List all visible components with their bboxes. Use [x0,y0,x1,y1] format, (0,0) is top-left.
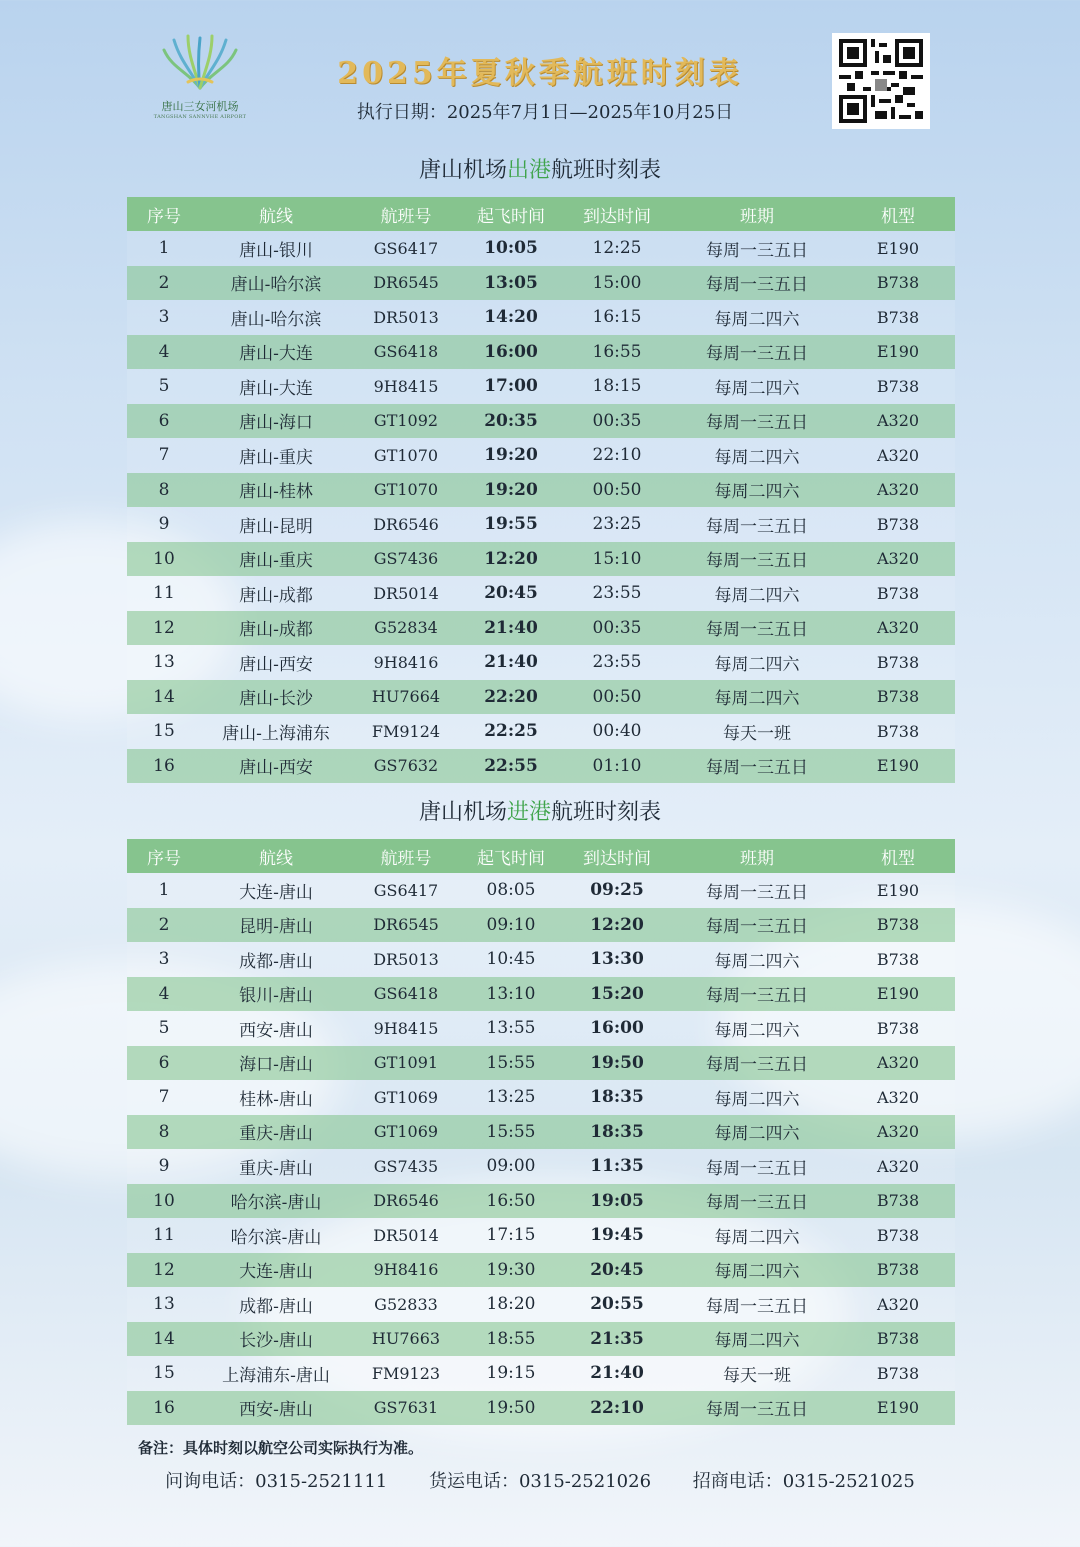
cell-route: 重庆-唐山 [201,1115,351,1150]
cell-arr: 00:35 [561,611,673,646]
cell-dep: 10:45 [461,942,561,977]
cell-aircraft: B738 [841,1322,955,1357]
cell-dep: 22:55 [461,749,561,784]
cell-arr: 18:15 [561,369,673,404]
cell-days: 每周二四六 [673,473,841,508]
logo-english-name: TANGSHAN SANNVHE AIRPORT [153,114,247,120]
cargo-phone: 货运电话：0315-2521026 [428,1471,652,1492]
cell-seq: 12 [127,1253,201,1288]
table-row [127,942,955,977]
cell-aircraft: E190 [841,231,955,266]
column-header: 起飞时间 [461,197,561,231]
cell-aircraft: E190 [841,977,955,1012]
cell-seq: 8 [127,1115,201,1150]
cell-days: 每周二四六 [673,645,841,680]
cell-aircraft: B738 [841,1011,955,1046]
cell-dep: 09:10 [461,908,561,943]
cell-seq: 6 [127,404,201,439]
cell-aircraft: B738 [841,1253,955,1288]
cell-dep: 15:55 [461,1115,561,1150]
cell-aircraft: A320 [841,404,955,439]
cell-arr: 15:10 [561,542,673,577]
cell-flight: GS7436 [351,542,461,577]
cell-arr: 00:50 [561,680,673,715]
cell-seq: 10 [127,1184,201,1219]
table-row [127,873,955,908]
cell-days: 每周一三五日 [673,1287,841,1322]
column-header: 序号 [127,197,201,231]
cell-days: 每周一三五日 [673,1391,841,1426]
cell-days: 每周二四六 [673,438,841,473]
cell-arr: 22:10 [561,438,673,473]
cell-aircraft: B738 [841,645,955,680]
cell-days: 每周二四六 [673,1115,841,1150]
cell-dep: 14:20 [461,300,561,335]
column-header: 起飞时间 [461,839,561,873]
cell-flight: GS6418 [351,335,461,370]
cell-dep: 19:20 [461,438,561,473]
cell-aircraft: B738 [841,369,955,404]
column-header: 机型 [841,839,955,873]
cell-flight: GT1092 [351,404,461,439]
cell-arr: 23:25 [561,507,673,542]
cell-seq: 10 [127,542,201,577]
table-row [127,1011,955,1046]
cell-days: 每周二四六 [673,1253,841,1288]
cell-route: 唐山-哈尔滨 [201,266,351,301]
cell-aircraft: B738 [841,1218,955,1253]
cell-flight: 9H8416 [351,645,461,680]
table-row [127,1218,955,1253]
cell-days: 每周二四六 [673,680,841,715]
page-title: 2025年夏秋季航班时刻表 [337,56,743,91]
cell-route: 唐山-大连 [201,369,351,404]
cell-seq: 16 [127,1391,201,1426]
cell-days: 每周一三五日 [673,1046,841,1081]
cell-arr: 09:25 [561,873,673,908]
cell-route: 唐山-重庆 [201,438,351,473]
cell-dep: 08:05 [461,873,561,908]
cell-route: 唐山-成都 [201,611,351,646]
table-row [127,680,955,715]
cell-route: 银川-唐山 [201,977,351,1012]
column-header: 到达时间 [561,839,673,873]
cell-dep: 20:35 [461,404,561,439]
cell-flight: GT1070 [351,438,461,473]
cell-flight: HU7663 [351,1322,461,1357]
cell-seq: 2 [127,908,201,943]
cell-route: 唐山-上海浦东 [201,714,351,749]
table-row [127,576,955,611]
cell-seq: 4 [127,977,201,1012]
cell-arr: 22:10 [561,1391,673,1426]
cell-route: 西安-唐山 [201,1011,351,1046]
cell-dep: 21:40 [461,645,561,680]
cell-dep: 22:20 [461,680,561,715]
table-header-row [127,197,955,231]
cell-dep: 18:55 [461,1322,561,1357]
cell-aircraft: A320 [841,1115,955,1150]
cell-flight: GS6417 [351,873,461,908]
cell-days: 每周一三五日 [673,507,841,542]
cell-days: 每周二四六 [673,1218,841,1253]
table-row [127,977,955,1012]
cell-days: 每周一三五日 [673,542,841,577]
cell-route: 唐山-银川 [201,231,351,266]
cell-dep: 19:55 [461,507,561,542]
cell-aircraft: A320 [841,611,955,646]
cell-arr: 15:00 [561,266,673,301]
cell-dep: 12:20 [461,542,561,577]
cell-arr: 18:35 [561,1080,673,1115]
cell-route: 唐山-长沙 [201,680,351,715]
cell-aircraft: B738 [841,300,955,335]
departures-table [127,197,955,783]
departures-title-highlight: 出港 [506,158,551,183]
cell-route: 大连-唐山 [201,873,351,908]
cell-flight: GS7632 [351,749,461,784]
cell-arr: 23:55 [561,645,673,680]
cell-dep: 13:05 [461,266,561,301]
cell-route: 哈尔滨-唐山 [201,1218,351,1253]
cell-aircraft: A320 [841,542,955,577]
table-row [127,1253,955,1288]
cell-seq: 12 [127,611,201,646]
cell-aircraft: B738 [841,1356,955,1391]
cell-route: 哈尔滨-唐山 [201,1184,351,1219]
cell-arr: 12:20 [561,908,673,943]
arrivals-table [127,839,955,1425]
arrivals-title-prefix: 唐山机场 [418,800,507,825]
cell-seq: 15 [127,714,201,749]
cell-flight: GT1091 [351,1046,461,1081]
column-header: 序号 [127,839,201,873]
cell-flight: DR5013 [351,942,461,977]
cell-arr: 00:50 [561,473,673,508]
cell-dep: 19:30 [461,1253,561,1288]
cell-dep: 19:15 [461,1356,561,1391]
table-row [127,507,955,542]
cell-seq: 1 [127,873,201,908]
cell-route: 西安-唐山 [201,1391,351,1426]
cell-days: 每天一班 [673,1356,841,1391]
cell-flight: FM9124 [351,714,461,749]
header [0,0,1080,140]
cell-seq: 3 [127,942,201,977]
cell-dep: 20:45 [461,576,561,611]
cell-dep: 16:00 [461,335,561,370]
cell-aircraft: A320 [841,473,955,508]
cell-aircraft: A320 [841,1046,955,1081]
cell-days: 每周二四六 [673,1011,841,1046]
cell-dep: 17:15 [461,1218,561,1253]
cell-route: 昆明-唐山 [201,908,351,943]
cell-arr: 18:35 [561,1115,673,1150]
cell-seq: 5 [127,369,201,404]
cell-seq: 15 [127,1356,201,1391]
cell-days: 每周一三五日 [673,1149,841,1184]
table-row [127,645,955,680]
cell-seq: 11 [127,1218,201,1253]
table-row [127,335,955,370]
cell-dep: 13:10 [461,977,561,1012]
cell-dep: 21:40 [461,611,561,646]
cell-route: 重庆-唐山 [201,1149,351,1184]
table-row [127,611,955,646]
cell-days: 每周二四六 [673,369,841,404]
column-header: 班期 [673,839,841,873]
cell-days: 每周一三五日 [673,908,841,943]
table-row [127,473,955,508]
table-row [127,1115,955,1150]
table-row [127,300,955,335]
cell-seq: 7 [127,1080,201,1115]
cell-aircraft: B738 [841,576,955,611]
cell-arr: 11:35 [561,1149,673,1184]
cell-seq: 8 [127,473,201,508]
cell-aircraft: A320 [841,438,955,473]
column-header: 机型 [841,197,955,231]
cell-dep: 17:00 [461,369,561,404]
cell-route: 唐山-桂林 [201,473,351,508]
cell-route: 成都-唐山 [201,942,351,977]
cell-flight: GT1069 [351,1080,461,1115]
cell-dep: 22:25 [461,714,561,749]
cell-dep: 18:20 [461,1287,561,1322]
cell-days: 每周二四六 [673,942,841,977]
cell-arr: 15:20 [561,977,673,1012]
cell-seq: 11 [127,576,201,611]
cell-arr: 01:10 [561,749,673,784]
cell-flight: 9H8416 [351,1253,461,1288]
logo-chinese-name: 唐山三女河机场 [161,100,239,113]
cell-days: 每天一班 [673,714,841,749]
effective-date: 执行日期：2025年7月1日—2025年10月25日 [356,102,734,123]
cell-arr: 00:35 [561,404,673,439]
cell-flight: GS7631 [351,1391,461,1426]
cell-days: 每周一三五日 [673,231,841,266]
cell-route: 唐山-海口 [201,404,351,439]
cell-seq: 7 [127,438,201,473]
inquiry-phone: 问询电话：0315-2521111 [165,1471,388,1492]
table-row [127,404,955,439]
cell-days: 每周二四六 [673,1080,841,1115]
cell-days: 每周二四六 [673,576,841,611]
cell-days: 每周一三五日 [673,611,841,646]
cell-aircraft: E190 [841,1391,955,1426]
cell-arr: 00:40 [561,714,673,749]
cell-flight: GS6417 [351,231,461,266]
cell-aircraft: E190 [841,335,955,370]
table-row [127,1184,955,1219]
cell-flight: DR6545 [351,266,461,301]
cell-flight: GT1070 [351,473,461,508]
arrivals-title-suffix: 航班时刻表 [551,800,662,825]
cell-days: 每周一三五日 [673,977,841,1012]
cell-flight: GS6418 [351,977,461,1012]
table-row [127,1356,955,1391]
cell-route: 唐山-成都 [201,576,351,611]
cell-seq: 13 [127,645,201,680]
column-header: 航线 [201,839,351,873]
qr-code [832,33,930,129]
table-row [127,266,955,301]
cell-flight: G52834 [351,611,461,646]
cell-route: 唐山-哈尔滨 [201,300,351,335]
cell-aircraft: E190 [841,749,955,784]
cell-arr: 20:55 [561,1287,673,1322]
cell-flight: DR6545 [351,908,461,943]
cell-arr: 16:15 [561,300,673,335]
departures-title-prefix: 唐山机场 [418,158,507,183]
remark-note: 备注：具体时刻以航空公司实际执行为准。 [138,1439,424,1457]
table-row [127,231,955,266]
cell-arr: 23:55 [561,576,673,611]
cell-arr: 19:45 [561,1218,673,1253]
cell-dep: 09:00 [461,1149,561,1184]
cell-route: 唐山-大连 [201,335,351,370]
table-row [127,438,955,473]
cell-flight: DR5013 [351,300,461,335]
cell-route: 桂林-唐山 [201,1080,351,1115]
cell-aircraft: A320 [841,1287,955,1322]
cell-dep: 13:25 [461,1080,561,1115]
column-header: 航班号 [351,197,461,231]
cell-aircraft: B738 [841,266,955,301]
cell-seq: 16 [127,749,201,784]
cell-arr: 19:50 [561,1046,673,1081]
table-row [127,749,955,784]
contact-phones [0,1467,1080,1493]
cell-route: 唐山-昆明 [201,507,351,542]
cell-seq: 9 [127,1149,201,1184]
cell-arr: 21:40 [561,1356,673,1391]
cell-seq: 5 [127,1011,201,1046]
cell-flight: GS7435 [351,1149,461,1184]
column-header: 航线 [201,197,351,231]
cell-aircraft: A320 [841,1080,955,1115]
cell-flight: GT1069 [351,1115,461,1150]
cell-route: 上海浦东-唐山 [201,1356,351,1391]
cell-days: 每周一三五日 [673,1184,841,1219]
table-row [127,542,955,577]
table-row [127,908,955,943]
cell-seq: 6 [127,1046,201,1081]
cell-arr: 19:05 [561,1184,673,1219]
cell-aircraft: B738 [841,942,955,977]
cell-route: 大连-唐山 [201,1253,351,1288]
table-row [127,714,955,749]
arrivals-title-highlight: 进港 [506,800,551,825]
cell-flight: 9H8415 [351,1011,461,1046]
cell-dep: 13:55 [461,1011,561,1046]
cell-flight: DR6546 [351,1184,461,1219]
cell-arr: 16:00 [561,1011,673,1046]
column-header: 到达时间 [561,197,673,231]
cell-days: 每周一三五日 [673,749,841,784]
cell-days: 每周一三五日 [673,873,841,908]
cell-days: 每周二四六 [673,1322,841,1357]
cell-arr: 13:30 [561,942,673,977]
cell-flight: G52833 [351,1287,461,1322]
cell-arr: 16:55 [561,335,673,370]
qr-code-icon [838,39,924,123]
table-row [127,1046,955,1081]
departures-title [0,153,1080,184]
cell-aircraft: B738 [841,908,955,943]
cell-route: 长沙-唐山 [201,1322,351,1357]
cell-aircraft: B738 [841,507,955,542]
cell-seq: 13 [127,1287,201,1322]
cell-seq: 4 [127,335,201,370]
table-row [127,1391,955,1426]
cell-aircraft: B738 [841,680,955,715]
cell-dep: 19:20 [461,473,561,508]
cell-seq: 14 [127,1322,201,1357]
cell-seq: 9 [127,507,201,542]
table-row [127,1149,955,1184]
cell-days: 每周一三五日 [673,404,841,439]
cell-route: 唐山-重庆 [201,542,351,577]
cell-arr: 21:35 [561,1322,673,1357]
cell-flight: DR5014 [351,576,461,611]
cell-aircraft: E190 [841,873,955,908]
cell-dep: 10:05 [461,231,561,266]
cell-dep: 16:50 [461,1184,561,1219]
cell-days: 每周二四六 [673,300,841,335]
cell-flight: DR6546 [351,507,461,542]
cell-arr: 12:25 [561,231,673,266]
business-phone: 招商电话：0315-2521025 [692,1471,915,1492]
cell-flight: 9H8415 [351,369,461,404]
arrivals-title [0,795,1080,826]
cell-route: 成都-唐山 [201,1287,351,1322]
cell-flight: DR5014 [351,1218,461,1253]
cell-aircraft: B738 [841,714,955,749]
cell-dep: 15:55 [461,1046,561,1081]
cell-aircraft: A320 [841,1149,955,1184]
table-header-row [127,839,955,873]
cell-dep: 19:50 [461,1391,561,1426]
departures-title-suffix: 航班时刻表 [551,158,662,183]
cell-arr: 20:45 [561,1253,673,1288]
table-row [127,1287,955,1322]
cell-aircraft: B738 [841,1184,955,1219]
cell-route: 唐山-西安 [201,749,351,784]
table-row [127,1080,955,1115]
cell-days: 每周一三五日 [673,266,841,301]
cell-days: 每周一三五日 [673,335,841,370]
cell-flight: HU7664 [351,680,461,715]
column-header: 航班号 [351,839,461,873]
cell-seq: 14 [127,680,201,715]
cell-flight: FM9123 [351,1356,461,1391]
cell-seq: 3 [127,300,201,335]
cell-route: 海口-唐山 [201,1046,351,1081]
column-header: 班期 [673,197,841,231]
cell-seq: 2 [127,266,201,301]
table-row [127,1322,955,1357]
cell-seq: 1 [127,231,201,266]
cell-route: 唐山-西安 [201,645,351,680]
table-row [127,369,955,404]
